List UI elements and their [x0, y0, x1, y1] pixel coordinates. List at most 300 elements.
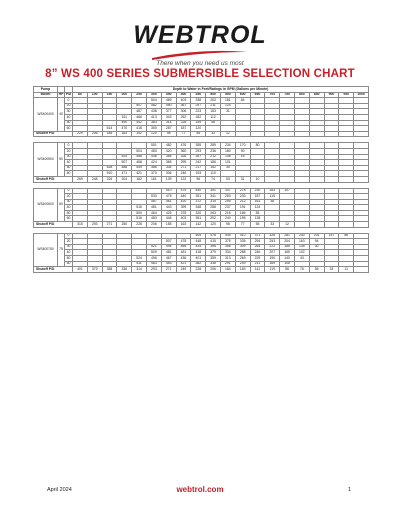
shutoff-cell: 250 [117, 222, 132, 228]
gpm-cell: 401 [191, 256, 206, 262]
gpm-cell: 443 [161, 205, 176, 211]
gpm-cell: 446 [146, 154, 161, 160]
gpm-cell: 289 [206, 143, 221, 149]
shutoff-cell: 401 [73, 267, 88, 273]
gpm-cell: 449 [220, 233, 235, 239]
pump-model: WS400600 [34, 188, 58, 222]
gpm-cell: 236 [206, 148, 221, 154]
header-depth-value: 350 [161, 92, 176, 98]
gpm-cell: 399 [176, 205, 191, 211]
gpm-cell: 204 [280, 239, 295, 245]
gpm-cell: 267 [191, 154, 206, 160]
gpm-cell: 348 [191, 205, 206, 211]
gpm-cell: 291 [220, 261, 235, 267]
pump-model: WS400500 [34, 143, 58, 177]
gpm-cell: 496 [146, 256, 161, 262]
gpm-cell: 470 [117, 126, 132, 132]
gpm-cell: 533 [146, 194, 161, 200]
gpm-cell: 180 [220, 148, 235, 154]
gpm-cell: 425 [161, 210, 176, 216]
logo-tagline: There when you need us most [156, 60, 244, 67]
header-depth-value: 850 [309, 92, 324, 98]
shutoff-label: Shutoff PSI [34, 267, 73, 273]
gpm-cell: 207 [265, 250, 280, 256]
gpm-cell: 112 [206, 114, 221, 120]
gpm-cell: 283 [220, 194, 235, 200]
gpm-cell: 478 [206, 233, 221, 239]
pump-hp: 50 [58, 143, 65, 177]
gpm-cell: 115 [265, 194, 280, 200]
gpm-cell: 448 [191, 239, 206, 245]
row-psi: 60 [65, 171, 73, 177]
gpm-cell: 468 [132, 160, 147, 166]
gpm-cell: 475 [161, 194, 176, 200]
gpm-cell: 461 [161, 199, 176, 205]
gpm-cell: 223 [191, 109, 206, 115]
gpm-cell: 440 [191, 188, 206, 194]
gpm-cell: 287 [161, 126, 176, 132]
shutoff-cell: 139 [161, 176, 176, 182]
header-depth-value: 900 [324, 92, 339, 98]
header-depth-value: 80 [73, 92, 88, 98]
gpm-cell: 108 [280, 261, 295, 267]
gpm-cell: 338 [191, 98, 206, 104]
page-number: 1 [348, 487, 352, 493]
row-psi: 50 [65, 165, 73, 171]
gpm-cell: 153 [206, 109, 221, 115]
shutoff-cell: 55 [250, 222, 265, 228]
row-psi: 60 [65, 126, 73, 132]
gpm-cell: 90 [235, 148, 250, 154]
gpm-cell: 478 [176, 239, 191, 245]
selection-chart-table [33, 86, 369, 273]
gpm-cell: 382 [191, 261, 206, 267]
shutoff-cell: 11 [339, 267, 354, 273]
gpm-cell: 246 [250, 250, 265, 256]
gpm-cell: 124 [220, 103, 235, 109]
gpm-cell: 297 [191, 103, 206, 109]
row-psi: 50 [65, 120, 73, 126]
gpm-cell: 466 [132, 114, 147, 120]
logo-wordmark: WEBTROL [133, 21, 267, 49]
selection-chart-table-wrap [33, 86, 368, 273]
shutoff-cell: 141 [250, 267, 265, 273]
gpm-cell: 418 [132, 126, 147, 132]
gpm-cell: 246 [176, 171, 191, 177]
gpm-cell: 281 [280, 233, 295, 239]
gpm-cell: 482 [161, 143, 176, 149]
gpm-cell: 264 [250, 244, 265, 250]
row-psi: 40 [65, 205, 73, 211]
gpm-cell: 510 [161, 188, 176, 194]
gpm-cell: 481 [146, 205, 161, 211]
shutoff-cell: 293 [146, 267, 161, 273]
gpm-cell: 152 [206, 165, 221, 171]
gpm-cell: 465 [176, 244, 191, 250]
shutoff-cell: 182 [132, 176, 147, 182]
gpm-cell: 201 [309, 233, 324, 239]
gpm-cell: 183 [265, 188, 280, 194]
row-psi: 60 [65, 261, 73, 267]
gpm-cell: 240 [294, 233, 309, 239]
shutoff-cell: 271 [161, 267, 176, 273]
shutoff-label: Shutoff PSI [34, 131, 73, 137]
shutoff-cell: 120 [206, 222, 221, 228]
header-hp: HP [58, 92, 64, 97]
row-psi: 30 [65, 109, 73, 115]
gpm-cell: 211 [250, 261, 265, 267]
gpm-cell: 418 [191, 250, 206, 256]
gpm-cell: 375 [220, 239, 235, 245]
shutoff-cell: 98 [220, 222, 235, 228]
shutoff-cell: 120 [146, 131, 161, 137]
gpm-cell: 315 [206, 199, 221, 205]
gpm-cell: 242 [191, 160, 206, 166]
gpm-cell: 166 [235, 210, 250, 216]
gpm-cell: 217 [191, 165, 206, 171]
gpm-cell: 391 [206, 188, 221, 194]
gpm-cell: 288 [235, 250, 250, 256]
logo-swoosh-icon [150, 48, 250, 62]
gpm-cell: 16 [235, 154, 250, 160]
header-depth-value: 750 [280, 92, 295, 98]
shutoff-cell: 271 [102, 222, 117, 228]
gpm-cell: 505 [191, 233, 206, 239]
header-depth-value: 200 [117, 92, 132, 98]
shutoff-cell: 163 [235, 267, 250, 273]
gpm-cell: 421 [132, 171, 147, 177]
shutoff-cell: 293 [87, 222, 102, 228]
gpm-cell: 516 [132, 216, 147, 222]
gpm-cell: 306 [161, 171, 176, 177]
row-psi: 0 [65, 188, 73, 194]
gpm-cell: 30 [220, 165, 235, 171]
shutoff-cell: 228 [132, 222, 147, 228]
gpm-cell: 396 [206, 244, 221, 250]
gpm-cell: 481 [161, 250, 176, 256]
gpm-cell: 128 [250, 216, 265, 222]
shutoff-cell: 12 [280, 222, 295, 228]
gpm-cell: 306 [176, 109, 191, 115]
gpm-cell: 43 [294, 256, 309, 262]
webtrol-logo [0, 22, 400, 67]
gpm-cell: 228 [176, 120, 191, 126]
gpm-cell: 507 [132, 103, 147, 109]
table-body [34, 98, 369, 273]
header-depth-value: 800 [294, 92, 309, 98]
shutoff-cell: 206 [87, 131, 102, 137]
gpm-cell: 378 [176, 210, 191, 216]
gpm-cell: 483 [146, 148, 161, 154]
shutoff-cell: 74 [206, 176, 221, 182]
pump-model: WS400750 [34, 233, 58, 267]
gpm-cell: 494 [161, 244, 176, 250]
gpm-cell: 413 [146, 114, 161, 120]
gpm-cell: 193 [191, 171, 206, 177]
gpm-cell: 450 [161, 103, 176, 109]
gpm-cell: 351 [191, 216, 206, 222]
row-psi: 40 [65, 160, 73, 166]
gpm-cell: 343 [161, 114, 176, 120]
gpm-cell: 338 [206, 261, 221, 267]
gpm-cell: 521 [146, 244, 161, 250]
gpm-cell: 320 [191, 210, 206, 216]
gpm-cell: 391 [191, 194, 206, 200]
gpm-cell: 240 [220, 216, 235, 222]
shutoff-cell: 185 [161, 222, 176, 228]
gpm-cell: 482 [146, 103, 161, 109]
gpm-cell: 483 [146, 261, 161, 267]
shutoff-cell: 184 [220, 267, 235, 273]
gpm-cell: 212 [235, 199, 250, 205]
gpm-cell: 313 [220, 256, 235, 262]
gpm-cell: 335 [235, 239, 250, 245]
gpm-cell: 237 [220, 205, 235, 211]
gpm-cell: 453 [161, 261, 176, 267]
gpm-cell: 488 [117, 165, 132, 171]
gpm-cell: 469 [161, 98, 176, 104]
header-model: Model [34, 92, 58, 98]
gpm-cell: 334 [220, 250, 235, 256]
header-depth-value: 300 [146, 92, 161, 98]
header-depth-value: 700 [265, 92, 280, 98]
gpm-cell: 370 [146, 171, 161, 177]
shutoff-cell: 77 [235, 222, 250, 228]
gpm-cell: 467 [161, 256, 176, 262]
shutoff-cell: 12 [220, 131, 235, 137]
gpm-cell: 438 [146, 109, 161, 115]
shutoff-cell: 142 [132, 131, 147, 137]
shutoff-cell: 358 [102, 267, 117, 273]
shutoff-cell: 33 [324, 267, 339, 273]
gpm-cell: 38 [265, 199, 280, 205]
shutoff-label: Shutoff PSI [34, 176, 73, 182]
gpm-cell: 94 [309, 239, 324, 245]
shutoff-cell: 119 [265, 267, 280, 273]
gpm-cell: 31 [220, 109, 235, 115]
gpm-cell: 490 [117, 120, 132, 126]
header-depth-value: 400 [176, 92, 191, 98]
gpm-cell: 222 [265, 244, 280, 250]
gpm-cell: 360 [176, 148, 191, 154]
gpm-cell: 195 [235, 216, 250, 222]
row-psi: 50 [65, 256, 73, 262]
gpm-cell: 384 [161, 154, 176, 160]
header-pump: Pump [34, 87, 58, 93]
gpm-cell: 415 [206, 239, 221, 245]
gpm-cell: 511 [117, 114, 132, 120]
shutoff-cell: 76 [294, 267, 309, 273]
gpm-cell: 464 [146, 210, 161, 216]
gpm-cell: 216 [220, 210, 235, 216]
gpm-cell: 30 [309, 244, 324, 250]
row-psi: 30 [65, 244, 73, 250]
gpm-cell: 471 [117, 171, 132, 177]
gpm-cell: 212 [206, 154, 221, 160]
header-depth-value: 1000 [354, 92, 369, 98]
gpm-cell: 516 [132, 205, 147, 211]
gpm-cell: 120 [191, 126, 206, 132]
shutoff-cell: 33 [265, 222, 280, 228]
gpm-cell: 449 [132, 165, 147, 171]
row-psi: 60 [65, 216, 73, 222]
gpm-cell: 442 [132, 120, 147, 126]
gpm-cell: 263 [206, 98, 221, 104]
shutoff-cell: 379 [87, 267, 102, 273]
shutoff-cell: 249 [176, 267, 191, 273]
gpm-cell: 367 [176, 103, 191, 109]
gpm-cell: 383 [146, 120, 161, 126]
shutoff-row [34, 267, 369, 273]
gpm-cell: 182 [191, 114, 206, 120]
gpm-cell: 507 [161, 239, 176, 245]
gpm-cell: 161 [250, 199, 265, 205]
gpm-cell: 148 [220, 154, 235, 160]
gpm-cell: 107 [280, 188, 295, 194]
gpm-cell: 314 [161, 120, 176, 126]
gpm-cell: 371 [250, 233, 265, 239]
gpm-cell: 191 [235, 205, 250, 211]
row-psi: 40 [65, 114, 73, 120]
gpm-cell: 190 [265, 256, 280, 262]
gpm-cell: 328 [265, 233, 280, 239]
row-psi: 20 [65, 148, 73, 154]
gpm-cell: 140 [280, 256, 295, 262]
gpm-cell: 157 [324, 233, 339, 239]
gpm-cell: 377 [161, 109, 176, 115]
shutoff-cell: 229 [73, 131, 88, 137]
shutoff-cell: 226 [102, 176, 117, 182]
gpm-cell: 350 [146, 126, 161, 132]
shutoff-cell: 161 [146, 176, 161, 182]
gpm-cell: 48 [206, 120, 221, 126]
gpm-cell: 436 [176, 256, 191, 262]
shutoff-cell: 206 [206, 267, 221, 273]
gpm-cell: 135 [294, 244, 309, 250]
shutoff-cell: 228 [191, 267, 206, 273]
gpm-cell: 294 [250, 239, 265, 245]
gpm-cell: 80 [250, 143, 265, 149]
gpm-cell: 337 [220, 188, 235, 194]
gpm-cell: 420 [161, 148, 176, 154]
shutoff-cell: 53 [220, 176, 235, 182]
gpm-cell: 476 [176, 143, 191, 149]
gpm-cell: 483 [146, 216, 161, 222]
page-title: 8” WS 400 SERIES SUBMERSIBLE SELECTION CHART [45, 68, 355, 80]
gpm-cell: 501 [146, 143, 161, 149]
shutoff-cell: 142 [191, 222, 206, 228]
gpm-cell: 421 [176, 261, 191, 267]
shutoff-cell: 163 [176, 222, 191, 228]
header-depth-value: 250 [132, 92, 147, 98]
gpm-cell: 355 [191, 143, 206, 149]
gpm-cell: 341 [206, 194, 221, 200]
shutoff-cell: 98 [161, 131, 176, 137]
shutoff-cell: 122 [176, 176, 191, 182]
gpm-cell: 509 [146, 250, 161, 256]
gpm-cell: 169 [265, 261, 280, 267]
shutoff-cell: 314 [132, 267, 147, 273]
gpm-cell: 500 [132, 210, 147, 216]
gpm-cell: 102 [294, 250, 309, 256]
row-psi: 40 [65, 250, 73, 256]
header-depth-value: 100 [87, 92, 102, 98]
shutoff-cell: 55 [309, 267, 324, 273]
row-psi: 20 [65, 194, 73, 200]
header-depth-value: 450 [191, 92, 206, 98]
shutoff-cell: 33 [206, 131, 221, 137]
gpm-cell: 211 [206, 103, 221, 109]
shutoff-cell: 10 [250, 176, 265, 182]
gpm-cell: 424 [146, 160, 161, 166]
gpm-cell: 355 [220, 244, 235, 250]
gpm-cell: 293 [191, 148, 206, 154]
gpm-cell: 372 [191, 199, 206, 205]
gpm-cell: 55 [250, 210, 265, 216]
header-depth-value: 600 [235, 92, 250, 98]
gpm-cell: 410 [235, 233, 250, 239]
shutoff-cell: 96 [191, 176, 206, 182]
gpm-cell: 440 [176, 194, 191, 200]
gpm-cell: 514 [102, 126, 117, 132]
shutoff-cell: 163 [117, 131, 132, 137]
gpm-cell: 511 [132, 261, 147, 267]
header-depth: Depth to Water in Feet/Ratings in GPM (Gallons per Minute) [73, 87, 369, 93]
shutoff-cell: 248 [87, 176, 102, 182]
gpm-cell: 504 [132, 148, 147, 154]
gpm-cell: 386 [146, 165, 161, 171]
footer-date: April 2024 [47, 487, 72, 493]
row-psi: 30 [65, 154, 73, 160]
pump-model: WS400400 [34, 98, 58, 132]
shutoff-cell: 204 [117, 176, 132, 182]
shutoff-cell: 206 [146, 222, 161, 228]
header-depth-value: 550 [220, 92, 235, 98]
gpm-cell: 434 [191, 244, 206, 250]
gpm-cell: 86 [339, 233, 354, 239]
gpm-cell: 234 [220, 143, 235, 149]
gpm-cell: 420 [176, 199, 191, 205]
gpm-cell: 309 [235, 244, 250, 250]
footer-website-link[interactable]: webtrol.com [176, 485, 224, 494]
gpm-cell: 446 [161, 216, 176, 222]
row-psi: 30 [65, 199, 73, 205]
row-psi: 50 [65, 210, 73, 216]
gpm-cell: 253 [265, 239, 280, 245]
gpm-cell: 475 [176, 188, 191, 194]
gpm-cell: 229 [250, 256, 265, 262]
shutoff-cell: 185 [102, 131, 117, 137]
shutoff-cell: 315 [73, 222, 88, 228]
gpm-cell: 365 [161, 160, 176, 166]
gpm-cell: 403 [176, 98, 191, 104]
header-psi: PSI [65, 92, 72, 97]
gpm-cell: 186 [280, 244, 295, 250]
row-psi: 0 [65, 98, 73, 104]
shutoff-label: Shutoff PSI [34, 222, 73, 228]
gpm-cell: 504 [146, 98, 161, 104]
shutoff-cell: 31 [235, 176, 250, 182]
shutoff-cell: 55 [191, 131, 206, 137]
gpm-cell: 524 [117, 154, 132, 160]
pump-hp: 60 [58, 188, 65, 222]
gpm-cell: 278 [235, 188, 250, 194]
gpm-cell: 259 [220, 199, 235, 205]
gpm-cell: 187 [176, 126, 191, 132]
gpm-cell: 165 [280, 250, 295, 256]
row-psi: 0 [65, 143, 73, 149]
row-psi: 0 [65, 233, 73, 239]
